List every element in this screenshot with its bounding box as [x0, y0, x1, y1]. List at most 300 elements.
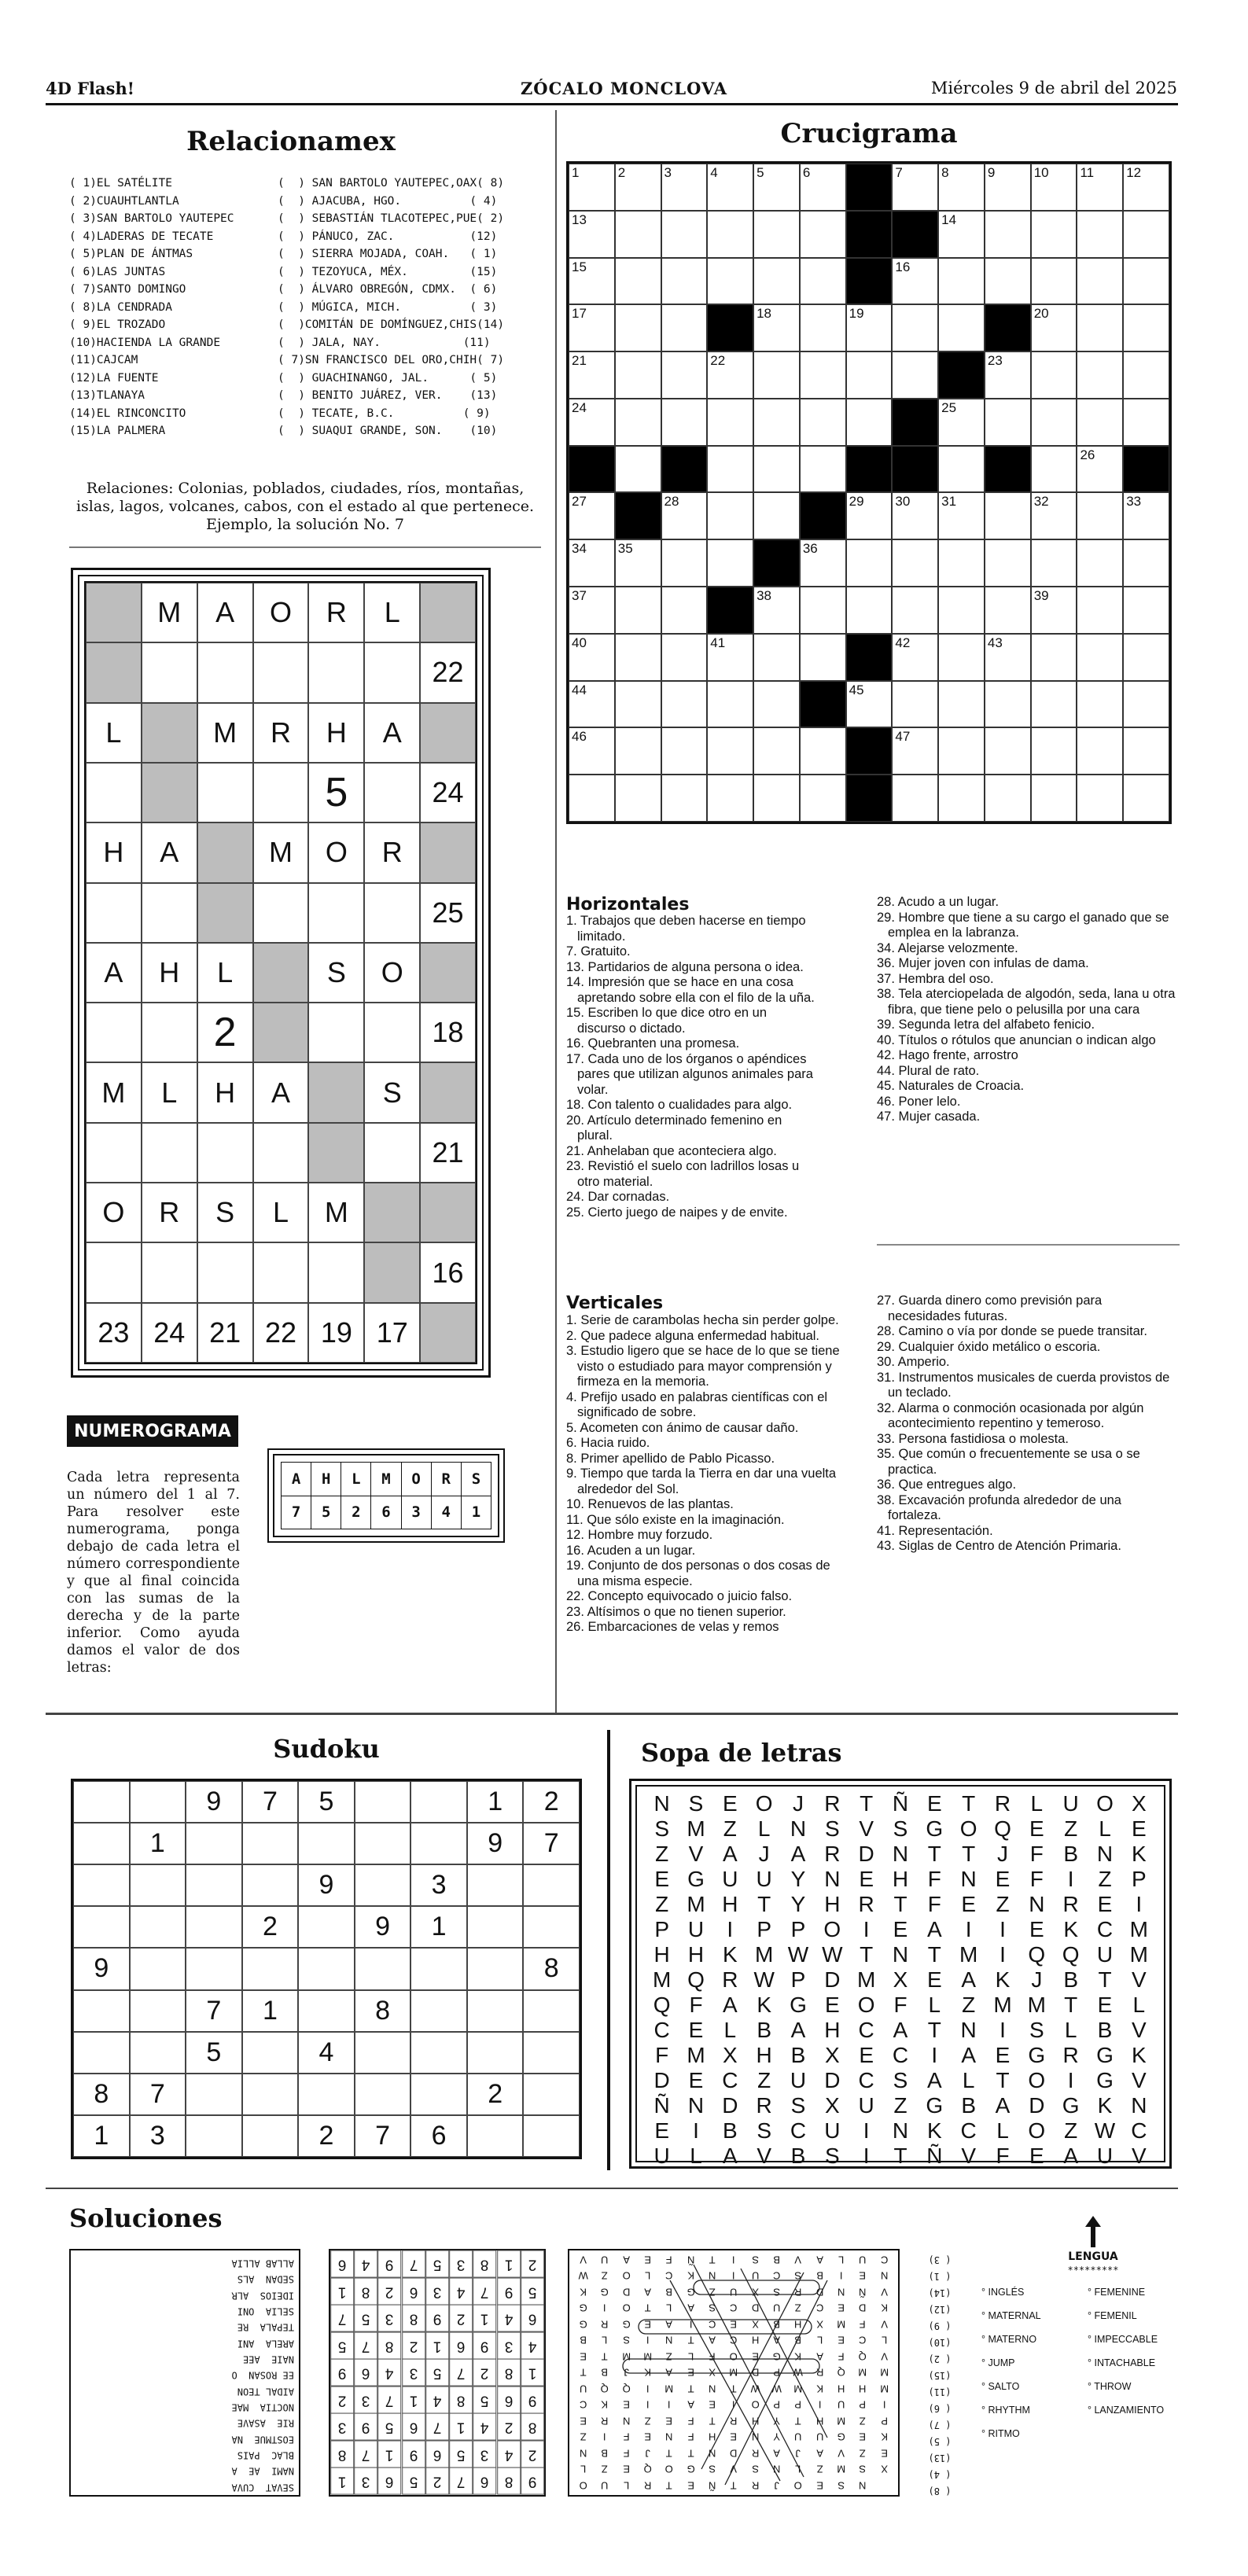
crossword-cell — [1077, 351, 1123, 399]
solution-sopa-letter: Z — [816, 2463, 823, 2475]
solution-sopa-letter: M — [879, 2383, 889, 2395]
solution-sopa-letter: E — [709, 2398, 716, 2411]
sopa-letter: A — [790, 1842, 806, 1866]
solution-sopa-letter: B — [601, 2367, 609, 2379]
solution-sopa-letter: I — [603, 2302, 606, 2315]
crossword-cell — [1031, 211, 1077, 258]
crossword-clue-number: 44 — [572, 682, 587, 697]
solution-sopa-letter: E — [687, 2367, 694, 2379]
solution-sudoku-cell: 3 — [497, 2332, 521, 2360]
relacionamex-state: ( ) BENITO JUÁREZ, VER. (13) — [278, 389, 498, 402]
solution-sopa-letter: V — [881, 2350, 888, 2363]
solution-sudoku-cell: 2 — [473, 2359, 496, 2386]
solution-sopa-letter: A — [665, 2367, 673, 2379]
sopa-letter: T — [757, 1892, 771, 1916]
crossword-cell — [1123, 258, 1169, 305]
solution-sopa-letter: R — [730, 2415, 738, 2427]
crossword-block — [846, 727, 893, 775]
crossword-cell — [1123, 727, 1169, 775]
solution-sopa-letter: N — [772, 2463, 781, 2475]
relacionamex-state: ( ) PÁNUCO, ZAC. (12) — [278, 230, 498, 243]
solution-sopa-letter: K — [816, 2383, 823, 2395]
solution-sopa-letter: N — [837, 2286, 845, 2298]
solution-sopa-letter: M — [837, 2415, 846, 2427]
solution-sopa-letter: I — [732, 2270, 735, 2283]
crossword-clue-number: 6 — [802, 165, 811, 180]
solution-sopa-letter: L — [838, 2254, 845, 2266]
clue-item: 29. Hombre que tiene a su cargo el ganado que se emplea en la labranza. — [877, 910, 1169, 940]
sudoku-cell — [186, 1948, 242, 1989]
header-rule — [46, 103, 1178, 105]
crossword-cell — [985, 399, 1031, 446]
solution-sopa-letter: S — [752, 2254, 759, 2266]
sopa-letter: D — [824, 1967, 841, 1992]
section-name: 4D Flash! — [46, 79, 134, 98]
sudoku-cell — [130, 2032, 186, 2074]
solution-sudoku-cell: 6 — [473, 2467, 496, 2495]
numerograma-cell: L — [142, 1062, 197, 1122]
sopa-letter: I — [1067, 1867, 1074, 1891]
key-letter: H — [311, 1463, 341, 1496]
crossword-cell — [1031, 446, 1077, 493]
sopa-letter: M — [993, 1993, 1012, 2017]
crossword-cell — [892, 681, 938, 728]
crossword-clue-number: 13 — [572, 212, 587, 227]
solution-sudoku-cell: 2 — [330, 2386, 354, 2414]
crossword-block — [892, 211, 938, 258]
numerograma-cell: 22 — [253, 1303, 309, 1363]
solution-sopa-letter: G — [687, 2463, 695, 2475]
sopa-letter: A — [790, 2018, 806, 2042]
sudoku-cell: 3 — [130, 2115, 186, 2157]
crossword-cell — [985, 211, 1031, 258]
numerograma-cell — [253, 883, 309, 943]
sopa-letter: I — [1067, 2068, 1074, 2092]
numerograma-cell — [364, 642, 420, 702]
sopa-letter: S — [757, 2118, 771, 2143]
crossword-cell — [846, 399, 893, 446]
sudoku-cell — [73, 1906, 130, 1948]
crossword-cell — [846, 539, 893, 587]
solution-sopa-numbers — [922, 2249, 958, 2497]
solution-sopa-letter: M — [858, 2367, 867, 2379]
solution-sopa-letter: Y — [773, 2415, 780, 2427]
sopa-letter: V — [961, 2144, 976, 2168]
crossword-cell — [892, 587, 938, 634]
solution-sudoku-cell: 3 — [354, 2386, 377, 2414]
sudoku-cell: 1 — [242, 1990, 299, 2032]
sopa-letter: V — [1131, 2018, 1147, 2042]
numerograma-instructions: Cada letra representa un número del 1 al 7. Para resolver este numerograma, ponga debajo de cada letra el número correspondiente y que al final coincida con las sumas de la derecha y de la parte inferior. Como ayuda damos el valor de dos letras: — [67, 1470, 240, 1676]
solution-sudoku-cell: 5 — [377, 2413, 401, 2441]
solution-sopa-letter: E — [816, 2479, 823, 2492]
sopa-letter: M — [1027, 1993, 1046, 2017]
sopa-letter: Q — [994, 1816, 1011, 1841]
numerograma-cell — [86, 763, 142, 822]
relacionamex-state: ( ) TECATE, B.C. ( 9) — [278, 407, 491, 420]
crossword-cell — [846, 492, 893, 539]
solution-sudoku-cell: 8 — [377, 2332, 401, 2360]
numerograma-key-table — [281, 1462, 491, 1529]
solution-sopa-letter: P — [794, 2398, 802, 2411]
crossword-clue-number: 12 — [1126, 165, 1142, 180]
solution-sopa-letter: K — [580, 2286, 587, 2298]
solution-sopa-letter: L — [645, 2270, 651, 2283]
solution-rel-row: SEVAT CUVA — [231, 2482, 294, 2493]
sopa-letter: Z — [723, 1816, 737, 1841]
clue-item: 20. Artículo determinado femenino en plural. — [566, 1113, 782, 1143]
sopa-letter: K — [757, 1993, 771, 2017]
crossword-cell — [800, 587, 846, 634]
sopa-letter: H — [824, 1892, 841, 1916]
solution-sopa-letter: V — [881, 2286, 888, 2298]
sopa-letter: O — [755, 1791, 773, 1816]
sopa-letter: X — [824, 2043, 840, 2067]
numerograma-cell: 19 — [308, 1303, 364, 1363]
solution-sopa-letter: T — [580, 2367, 587, 2379]
sopa-letter: E — [1029, 1917, 1044, 1941]
sopa-letter: N — [687, 2093, 705, 2118]
solution-sopa-letter: D — [815, 2286, 824, 2298]
crossword-cell — [846, 587, 893, 634]
relacionamex-place: (14)EL RINCONCITO — [69, 407, 186, 420]
sudoku-cell: 9 — [186, 1781, 242, 1823]
solution-rel-row: ARELA ANI — [237, 2338, 294, 2349]
numerograma-cell: H — [86, 822, 142, 882]
solution-sopa-letter: R — [751, 2447, 760, 2460]
solution-sopa-letter: C — [772, 2270, 781, 2283]
sopa-letter: V — [757, 2144, 771, 2168]
crossword-cell — [985, 681, 1031, 728]
key-numbers-row — [282, 1496, 491, 1529]
numerograma-cell: 25 — [420, 883, 476, 943]
sopa-letter: P — [757, 1917, 771, 1941]
sopa-letter: I — [1000, 1917, 1006, 1941]
sopa-letter: S — [824, 2144, 840, 2168]
crossword-cell — [1123, 775, 1169, 822]
solution-sudoku — [329, 2249, 546, 2497]
numerograma-inner-frame — [78, 575, 484, 1371]
solution-sopa-letter: A — [816, 2350, 823, 2363]
crossword-clue-number: 30 — [895, 494, 911, 510]
sudoku-cell — [355, 1864, 411, 1906]
crossword-cell — [1123, 351, 1169, 399]
solution-sopa-letter: L — [816, 2335, 823, 2347]
numerograma-cell — [420, 583, 476, 642]
sopa-letter: A — [722, 1842, 738, 1866]
clue-item: 8. Primer apellido de Pablo Picasso. — [566, 1451, 775, 1466]
numerograma-cell: A — [86, 943, 142, 1003]
relacionamex-place: ( 4)LADERAS DE TECATE — [69, 230, 214, 243]
solution-sopa-number: ( 6) — [928, 2403, 952, 2414]
solution-sudoku-cell: 6 — [449, 2332, 473, 2360]
solution-sudoku-cell: 4 — [377, 2359, 401, 2386]
crossword-cell — [892, 727, 938, 775]
solution-sopa-letter: O — [622, 2270, 631, 2283]
crossword-cell — [1123, 399, 1169, 446]
crossword-cell — [753, 727, 800, 775]
relacionamex-place: ( 6)LAS JUNTAS — [69, 265, 166, 278]
sopa-letter: Z — [757, 2068, 771, 2092]
sopa-letter: A — [722, 2144, 738, 2168]
numerograma-cell — [197, 642, 253, 702]
solution-sopa-letter: B — [794, 2335, 802, 2347]
crossword-cell — [615, 634, 661, 681]
crossword-cell — [938, 399, 985, 446]
sudoku-cell — [523, 2032, 580, 2074]
solution-sudoku-cell: 8 — [497, 2467, 521, 2495]
solution-sudoku-cell: 9 — [377, 2250, 401, 2278]
solution-sopa-letter: I — [603, 2431, 606, 2443]
sopa-letter: G — [926, 2093, 944, 2118]
issue-date: Miércoles 9 de abril del 2025 — [930, 79, 1177, 98]
solution-sudoku-cell: 5 — [425, 2250, 449, 2278]
sopa-letter: N — [960, 1867, 977, 1891]
solution-sopa-number: ( 8) — [928, 2486, 952, 2497]
sopa-letter: E — [859, 2043, 874, 2067]
numerograma-key-inner — [273, 1454, 499, 1537]
solution-rel-row: ALLAB ALLIA — [231, 2258, 294, 2269]
sudoku-cell — [410, 1990, 467, 2032]
clue-item: 17. Cada uno de los órganos o apéndices pares que utilizan algunos animales para volar. — [566, 1051, 813, 1097]
crossword-clue-number: 31 — [941, 494, 957, 510]
solution-sopa-letter: E — [730, 2431, 738, 2443]
clue-item: 34. Alejarse velozmente. — [877, 940, 1018, 955]
solution-sopa-letter: N — [751, 2431, 760, 2443]
solution-sudoku-cell: 9 — [354, 2413, 377, 2441]
crossword-cell — [753, 164, 800, 211]
solution-sopa-letter: U — [794, 2431, 802, 2443]
sudoku-cell: 5 — [186, 2032, 242, 2074]
solution-sopa-letter: C — [730, 2302, 738, 2315]
sopa-letter: N — [824, 1867, 841, 1891]
crossword-cell — [892, 492, 938, 539]
sopa-letter: I — [1000, 1942, 1006, 1967]
crossword-cell — [661, 587, 708, 634]
sopa-letter: B — [790, 2043, 806, 2067]
solution-sopa-letter: E — [752, 2350, 759, 2363]
sopa-letter: I — [863, 2118, 870, 2143]
sopa-letter: T — [962, 1842, 976, 1866]
sudoku-cell: 7 — [186, 1990, 242, 2032]
crossword-cell — [661, 775, 708, 822]
crossword-cell — [569, 681, 615, 728]
crossword-cell — [569, 351, 615, 399]
solution-sopa-letter: D — [859, 2302, 867, 2315]
solution-sopa-letter: T — [687, 2383, 694, 2395]
numerograma-cell — [308, 883, 364, 943]
solution-sopa-letter: M — [837, 2318, 846, 2331]
sopa-letter: U — [790, 2068, 807, 2092]
numerograma-cell: R — [142, 1183, 197, 1242]
clue-item: 23. Altísimos o que no tienen superior. — [566, 1604, 786, 1619]
crossword-cell — [569, 539, 615, 587]
sopa-letter: A — [722, 1993, 738, 2017]
crossword-cell — [1031, 351, 1077, 399]
sopa-letter: I — [727, 1917, 734, 1941]
sopa-letter: J — [792, 1791, 804, 1816]
sopa-letter: Z — [893, 2093, 907, 2118]
sopa-letter: K — [995, 1967, 1011, 1992]
solution-sopa-letter: T — [644, 2302, 651, 2315]
solution-sopa-number: ( 3) — [928, 2254, 952, 2265]
solution-sopa-letter: C — [880, 2254, 889, 2266]
relacionamex-state: ( ) ÁLVARO OBREGÓN, CDMX. ( 6) — [278, 283, 498, 296]
numerograma-cell — [197, 822, 253, 882]
crossword-cell — [1123, 211, 1169, 258]
solution-sopa-letter: I — [646, 2398, 650, 2411]
solution-sopa-letter: Q — [600, 2383, 609, 2395]
sopa-letter: H — [824, 2018, 841, 2042]
sopa-letter: I — [1000, 2018, 1006, 2042]
solution-sopa-letter: M — [837, 2463, 846, 2475]
numerograma-cell — [86, 1123, 142, 1183]
solution-sopa-letter: G — [687, 2286, 695, 2298]
solution-sopa-letter: N — [859, 2479, 867, 2492]
sopa-letter: V — [1131, 2068, 1147, 2092]
word-item: ° INGLÉS — [981, 2287, 1025, 2298]
relacionamex-state: ( ) TEZOYUCA, MÉX. (15) — [278, 265, 498, 278]
key-number: 3 — [401, 1496, 431, 1529]
solution-sopa-letter: M — [793, 2383, 803, 2395]
solution-sopa-letter: F — [838, 2350, 845, 2363]
sudoku-cell: 2 — [298, 2115, 355, 2157]
sopa-letter: Ñ — [926, 2144, 943, 2168]
numerograma-cell: A — [142, 822, 197, 882]
solution-sopa-letter: F — [666, 2254, 672, 2266]
crossword-cell — [569, 164, 615, 211]
numerograma-cell — [364, 1183, 420, 1242]
clue-item: 18. Con talento o cualidades para algo. — [566, 1098, 793, 1112]
solution-sopa-letter: H — [815, 2415, 824, 2427]
relacionamex-state: ( ) SUAQUI GRANDE, SON. (10) — [278, 425, 498, 437]
sopa-letter: D — [1029, 2093, 1045, 2118]
solution-sudoku-cell: 8 — [473, 2250, 496, 2278]
solution-sopa-letter: E — [838, 2335, 845, 2347]
numerograma-cell — [142, 642, 197, 702]
crossword-clue-number: 32 — [1033, 494, 1049, 510]
solution-sudoku-cell: 8 — [402, 2305, 425, 2332]
solution-sopa-letter: T — [687, 2447, 694, 2460]
solution-sopa-letter: K — [644, 2367, 651, 2379]
crossword-cell — [569, 258, 615, 305]
numerograma-cell: O — [308, 822, 364, 882]
solution-sopa-letter: Z — [709, 2286, 716, 2298]
sudoku-cell — [467, 2115, 524, 2157]
solution-sopa-letter: M — [729, 2367, 738, 2379]
sopa-letter: R — [1062, 1892, 1079, 1916]
crossword-cell — [892, 634, 938, 681]
sudoku-cell: 8 — [355, 1990, 411, 2032]
numerograma-cell: A — [253, 1062, 309, 1122]
solution-sopa-letter: F — [623, 2447, 630, 2460]
crossword-cell — [1077, 399, 1123, 446]
solution-sopa-letter: H — [859, 2383, 867, 2395]
solution-sopa-letter: M — [879, 2367, 889, 2379]
sopa-letter: U — [756, 1867, 772, 1891]
relacionamex-row — [69, 263, 541, 282]
horizontales-title: Horizontales — [566, 895, 690, 914]
solution-sopa-letter: S — [709, 2302, 716, 2315]
crossword-cell — [938, 634, 985, 681]
sopa-letter: E — [1029, 2144, 1044, 2168]
solution-sopa-letter: P — [773, 2398, 780, 2411]
sopa-letter: Z — [655, 1892, 669, 1916]
sudoku-title: Sudoku — [273, 1734, 380, 1764]
crossword-cell — [753, 634, 800, 681]
numerograma-cell: 5 — [308, 763, 364, 822]
numerograma-cell: 21 — [420, 1123, 476, 1183]
lengua-title: LENGUA — [1068, 2250, 1118, 2263]
crossword-cell — [753, 681, 800, 728]
solution-sopa-number: (12) — [928, 2304, 952, 2315]
solution-sudoku-cell: 5 — [402, 2467, 425, 2495]
solution-rel-row: SELIA ONI — [237, 2306, 294, 2317]
word-item: ° IMPECCABLE — [1088, 2334, 1158, 2345]
sopa-letter: L — [1030, 1791, 1044, 1816]
clue-item: 28. Camino o vía por donde se puede transitar. — [877, 1324, 1147, 1338]
sopa-letter: B — [1063, 1967, 1078, 1992]
sopa-letter: V — [859, 1816, 874, 1841]
sopa-letter: N — [1096, 1842, 1114, 1866]
crossword-clue-number: 3 — [664, 165, 672, 180]
crossword-clue-number: 37 — [572, 588, 587, 604]
solution-sudoku-cell: 3 — [354, 2467, 377, 2495]
crossword-cell — [800, 258, 846, 305]
clue-item: 32. Alarma o conmoción ocasionada por algún acontecimiento repentino y temeroso. — [877, 1400, 1144, 1430]
clue-item: 30. Amperio. — [877, 1355, 950, 1369]
crossword-cell — [1031, 587, 1077, 634]
crossword-cell — [846, 681, 893, 728]
solution-sudoku-cell: 7 — [330, 2305, 354, 2332]
solution-sopa-letter: H — [837, 2383, 845, 2395]
crossword-cell — [615, 211, 661, 258]
solution-sudoku-cell: 4 — [497, 2305, 521, 2332]
solution-sopa-letter: Z — [860, 2447, 866, 2460]
solution-sopa-letter: V — [838, 2447, 845, 2460]
numerograma-cell: 24 — [420, 763, 476, 822]
solution-sudoku-cell: 4 — [354, 2250, 377, 2278]
solution-rel-row: NOCTIA MAE — [231, 2401, 294, 2413]
crossword-cell — [800, 446, 846, 493]
solution-sopa-letter: S — [794, 2270, 802, 2283]
sopa-letter: H — [892, 1867, 909, 1891]
crossword-cell — [569, 775, 615, 822]
crossword-cell — [1031, 492, 1077, 539]
sudoku-cell: 5 — [298, 1781, 355, 1823]
solution-sudoku-cell: 6 — [402, 2413, 425, 2441]
solution-sopa-letter: U — [772, 2302, 781, 2315]
numerograma-cell — [364, 1003, 420, 1062]
sudoku-grid — [71, 1779, 582, 2159]
crossword-cell — [1031, 164, 1077, 211]
relacionamex-place: ( 7)SANTO DOMINGO — [69, 283, 186, 296]
sopa-letter: T — [996, 2068, 1010, 2092]
numerograma-cell — [308, 1123, 364, 1183]
solution-sopa-letter: T — [795, 2415, 801, 2427]
crossword-cell — [661, 304, 708, 351]
solution-sopa-letter: W — [578, 2270, 588, 2283]
verticales-list-b — [877, 1294, 1176, 1555]
crossword-cell — [938, 492, 985, 539]
solution-sudoku-cell: 9 — [402, 2441, 425, 2468]
solution-sopa-letter: D — [751, 2302, 760, 2315]
sopa-letter: H — [722, 1892, 738, 1916]
solution-sopa-letter: A — [665, 2318, 673, 2331]
clue-item: 36. Que entregues algo. — [877, 1478, 1017, 1492]
sopa-letter: L — [1132, 1993, 1146, 2017]
solution-sopa-number: ( 7) — [928, 2420, 952, 2431]
